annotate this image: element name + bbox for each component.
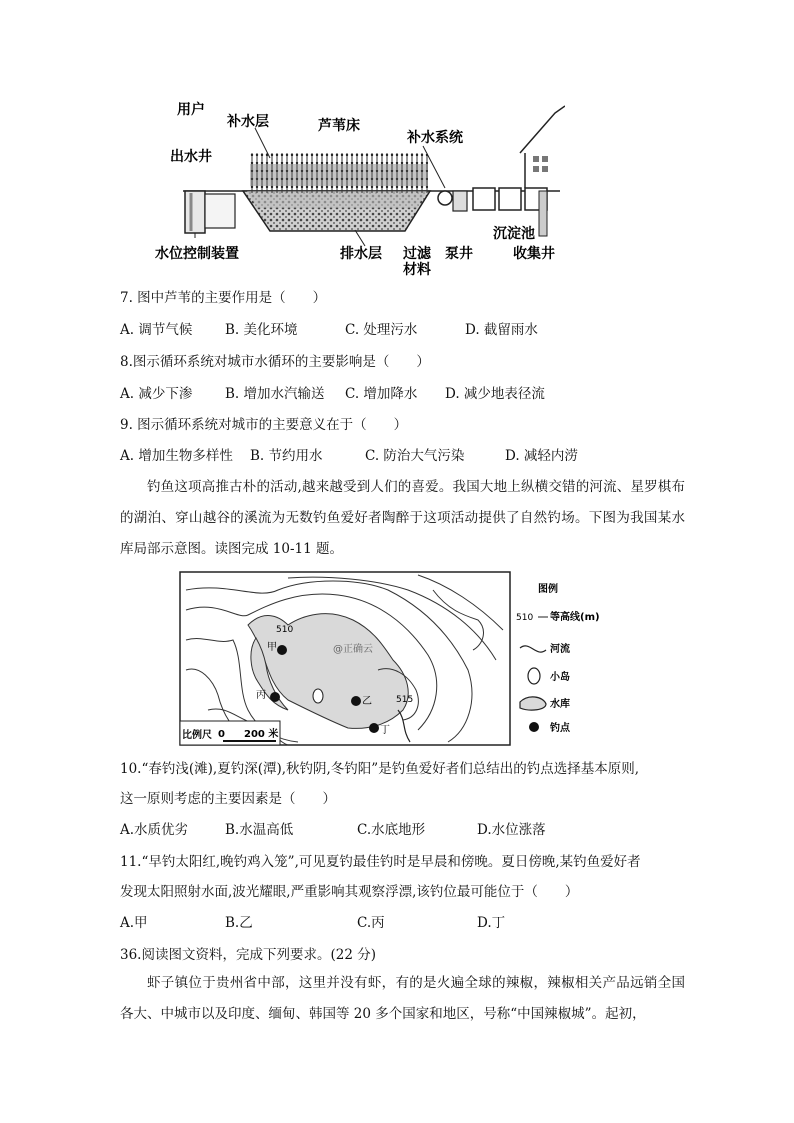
label-supply-layer: 补水层 <box>227 114 269 130</box>
spot-label-yi: 乙 <box>362 696 372 707</box>
spot-label-bing: 丙 <box>256 690 266 701</box>
q11-option-c: C.丙 <box>357 915 385 931</box>
fishing-spot-yi <box>351 696 361 706</box>
q9-stem: 9. 图示循环系统对城市的主要意义在于（ ） <box>120 417 408 433</box>
q8-stem: 8.图示循环系统对城市水循环的主要影响是（ ） <box>120 354 430 370</box>
label-drain-layer: 排水层 <box>340 246 382 262</box>
label-pump-well: 泵井 <box>445 246 473 262</box>
label-user: 用户 <box>177 102 205 118</box>
q10-option-c: C.水底地形 <box>357 822 426 838</box>
q7-option-c: C. 处理污水 <box>345 322 418 338</box>
q36-stem: 36.阅读图文资料，完成下列要求。(22 分) <box>120 947 376 963</box>
q9-option-c: C. 防治大气污染 <box>365 448 465 464</box>
spot-label-ding: 丁 <box>380 725 390 736</box>
wetland-system-diagram <box>155 98 565 278</box>
scale-zero: 0 <box>218 729 225 740</box>
legend-island: 小岛 <box>550 672 570 683</box>
intro-paragraph: 钓鱼这项高推古朴的活动,越来越受到人们的喜爱。我国大地上纵横交错的河流、星罗棋布的湖泊、穿山越谷的溪流为无数钓鱼爱好者陶醉于这项活动提供了自然钓场。下图为我国某水库局部示意图。读图完成 10-11 题。 <box>120 479 685 557</box>
label-outlet-well: 出水井 <box>170 149 212 165</box>
q11-option-b: B.乙 <box>225 915 253 931</box>
q8-option-b: B. 增加水汽输送 <box>225 386 325 402</box>
q8-option-a: A. 减少下渗 <box>120 386 193 402</box>
q7-option-a: A. 调节气候 <box>120 322 193 338</box>
contour-label-515: 515 <box>396 695 414 705</box>
q10-option-d: D.水位涨落 <box>477 822 546 838</box>
legend-river: 河流 <box>550 644 570 655</box>
contour-label-510: 510 <box>276 625 294 635</box>
map-watermark: @正确云 <box>333 644 373 655</box>
q10-option-a: A.水质优劣 <box>120 822 189 838</box>
q7-stem: 7. 图中芦苇的主要作用是（ ） <box>120 290 327 306</box>
q11-option-a: A.甲 <box>120 915 148 931</box>
label-sed-tank: 沉淀池 <box>493 226 535 242</box>
q8-option-d: D. 减少地表径流 <box>445 386 545 402</box>
q10-stem-line1: 10.“春钓浅(滩),夏钓深(潭),秋钓阴,冬钓阳”是钓鱼爱好者们总结出的钓点选择基本原则, <box>120 761 640 777</box>
q36-paragraph: 虾子镇位于贵州省中部，这里并没有虾，有的是火遍全球的辣椒，辣椒相关产品远销全国各大、中城市以及印度、缅甸、韩国等 20 多个国家和地区，号称“中国辣椒城”。起初， <box>120 975 685 1022</box>
fishing-spot-bing <box>270 692 280 702</box>
q9-option-b: B. 节约用水 <box>250 448 323 464</box>
q7-option-d: D. 截留雨水 <box>465 322 538 338</box>
legend-spot: 钓点 <box>550 723 570 734</box>
label-supply-system: 补水系统 <box>407 130 463 146</box>
q10-stem-line2: 这一原则考虑的主要因素是（ ） <box>120 791 336 807</box>
reservoir-map <box>178 570 608 750</box>
q10-option-b: B.水温高低 <box>225 822 294 838</box>
label-filter-1: 过滤 <box>403 246 431 262</box>
q11-stem-line1: 11.“早钓太阳红,晚钓鸡入笼”,可见夏钓最佳钓时是早晨和傍晚。夏日傍晚,某钓鱼爱好者 <box>120 854 641 870</box>
label-filter-2: 材料 <box>403 262 431 278</box>
q11-stem-line2: 发现太阳照射水面,波光耀眼,严重影响其观察浮漂,该钓位最可能位于（ ） <box>120 884 579 900</box>
q8-option-c: C. 增加降水 <box>345 386 418 402</box>
scale-label: 比例尺 <box>182 730 212 741</box>
fishing-spot-jia <box>277 645 287 655</box>
label-level-control: 水位控制装置 <box>155 246 239 262</box>
legend-contour: 等高线(m) <box>550 612 600 623</box>
q7-option-b: B. 美化环境 <box>225 322 298 338</box>
q9-option-d: D. 减轻内涝 <box>505 448 578 464</box>
scale-distance: 200 米 <box>244 729 279 740</box>
legend-reservoir: 水库 <box>550 699 570 710</box>
fishing-spot-ding <box>369 723 379 733</box>
legend-contour-value: 510 <box>516 613 534 623</box>
label-collect-well: 收集井 <box>513 246 555 262</box>
label-reed-bed: 芦苇床 <box>318 118 360 134</box>
q9-option-a: A. 增加生物多样性 <box>120 448 233 464</box>
q11-option-d: D.丁 <box>477 915 506 931</box>
spot-label-jia: 甲 <box>267 642 277 653</box>
legend-title: 图例 <box>538 584 558 595</box>
